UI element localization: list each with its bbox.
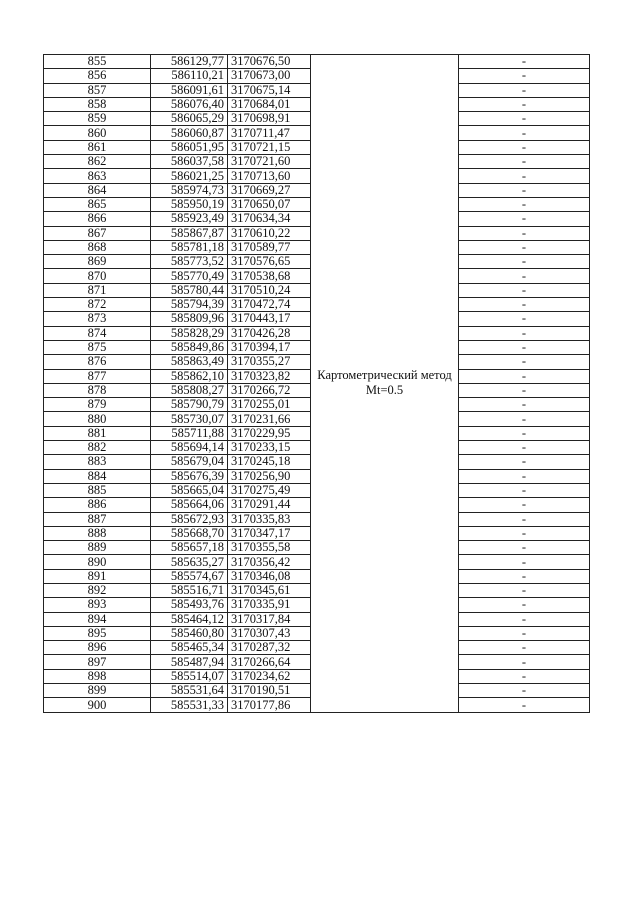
note-cell: -	[459, 255, 590, 269]
x-coordinate-cell: 585808,27	[151, 383, 228, 397]
y-coordinate-cell: 3170713,60	[228, 169, 311, 183]
point-number-cell: 878	[44, 383, 151, 397]
point-number-cell: 890	[44, 555, 151, 569]
x-coordinate-cell: 585794,39	[151, 298, 228, 312]
x-coordinate-cell: 585516,71	[151, 583, 228, 597]
x-coordinate-cell: 586129,77	[151, 55, 228, 69]
y-coordinate-cell: 3170355,58	[228, 541, 311, 555]
y-coordinate-cell: 3170266,72	[228, 383, 311, 397]
note-cell: -	[459, 283, 590, 297]
point-number-cell: 883	[44, 455, 151, 469]
x-coordinate-cell: 585679,04	[151, 455, 228, 469]
y-coordinate-cell: 3170610,22	[228, 226, 311, 240]
y-coordinate-cell: 3170676,50	[228, 55, 311, 69]
y-coordinate-cell: 3170234,62	[228, 669, 311, 683]
point-number-cell: 889	[44, 541, 151, 555]
point-number-cell: 871	[44, 283, 151, 297]
note-cell: -	[459, 698, 590, 712]
y-coordinate-cell: 3170721,15	[228, 140, 311, 154]
point-number-cell: 856	[44, 69, 151, 83]
x-coordinate-cell: 585460,80	[151, 626, 228, 640]
x-coordinate-cell: 585781,18	[151, 240, 228, 254]
note-cell: -	[459, 426, 590, 440]
x-coordinate-cell: 585668,70	[151, 526, 228, 540]
y-coordinate-cell: 3170307,43	[228, 626, 311, 640]
y-coordinate-cell: 3170347,17	[228, 526, 311, 540]
x-coordinate-cell: 585863,49	[151, 355, 228, 369]
note-cell: -	[459, 312, 590, 326]
y-coordinate-cell: 3170346,08	[228, 569, 311, 583]
point-number-cell: 899	[44, 684, 151, 698]
note-cell: -	[459, 340, 590, 354]
y-coordinate-cell: 3170684,01	[228, 97, 311, 111]
point-number-cell: 866	[44, 212, 151, 226]
y-coordinate-cell: 3170256,90	[228, 469, 311, 483]
note-cell: -	[459, 598, 590, 612]
y-coordinate-cell: 3170634,34	[228, 212, 311, 226]
y-coordinate-cell: 3170323,82	[228, 369, 311, 383]
point-number-cell: 896	[44, 641, 151, 655]
point-number-cell: 877	[44, 369, 151, 383]
note-cell: -	[459, 169, 590, 183]
note-cell: -	[459, 155, 590, 169]
x-coordinate-cell: 586060,87	[151, 126, 228, 140]
note-cell: -	[459, 69, 590, 83]
note-cell: -	[459, 226, 590, 240]
note-cell: -	[459, 669, 590, 683]
y-coordinate-cell: 3170335,83	[228, 512, 311, 526]
x-coordinate-cell: 586021,25	[151, 169, 228, 183]
x-coordinate-cell: 585664,06	[151, 498, 228, 512]
x-coordinate-cell: 586091,61	[151, 83, 228, 97]
x-coordinate-cell: 585694,14	[151, 441, 228, 455]
x-coordinate-cell: 586065,29	[151, 112, 228, 126]
x-coordinate-cell: 585657,18	[151, 541, 228, 555]
x-coordinate-cell: 586110,21	[151, 69, 228, 83]
note-cell: -	[459, 197, 590, 211]
method-cell: Картометрический метод Mt=0.5	[311, 55, 459, 713]
y-coordinate-cell: 3170576,65	[228, 255, 311, 269]
x-coordinate-cell: 585974,73	[151, 183, 228, 197]
point-number-cell: 888	[44, 526, 151, 540]
x-coordinate-cell: 585464,12	[151, 612, 228, 626]
y-coordinate-cell: 3170229,95	[228, 426, 311, 440]
note-cell: -	[459, 298, 590, 312]
x-coordinate-cell: 585635,27	[151, 555, 228, 569]
x-coordinate-cell: 585923,49	[151, 212, 228, 226]
note-cell: -	[459, 326, 590, 340]
point-number-cell: 900	[44, 698, 151, 712]
note-cell: -	[459, 140, 590, 154]
x-coordinate-cell: 585711,88	[151, 426, 228, 440]
point-number-cell: 869	[44, 255, 151, 269]
y-coordinate-cell: 3170177,86	[228, 698, 311, 712]
y-coordinate-cell: 3170317,84	[228, 612, 311, 626]
x-coordinate-cell: 585809,96	[151, 312, 228, 326]
y-coordinate-cell: 3170245,18	[228, 455, 311, 469]
point-number-cell: 858	[44, 97, 151, 111]
note-cell: -	[459, 541, 590, 555]
point-number-cell: 859	[44, 112, 151, 126]
note-cell: -	[459, 569, 590, 583]
x-coordinate-cell: 585676,39	[151, 469, 228, 483]
y-coordinate-cell: 3170231,66	[228, 412, 311, 426]
point-number-cell: 868	[44, 240, 151, 254]
point-number-cell: 879	[44, 398, 151, 412]
point-number-cell: 881	[44, 426, 151, 440]
point-number-cell: 882	[44, 441, 151, 455]
point-number-cell: 891	[44, 569, 151, 583]
note-cell: -	[459, 455, 590, 469]
table-row	[44, 55, 590, 69]
y-coordinate-cell: 3170287,32	[228, 641, 311, 655]
x-coordinate-cell: 585487,94	[151, 655, 228, 669]
x-coordinate-cell: 586037,58	[151, 155, 228, 169]
x-coordinate-cell: 585849,86	[151, 340, 228, 354]
y-coordinate-cell: 3170669,27	[228, 183, 311, 197]
point-number-cell: 863	[44, 169, 151, 183]
y-coordinate-cell: 3170472,74	[228, 298, 311, 312]
y-coordinate-cell: 3170190,51	[228, 684, 311, 698]
x-coordinate-cell: 586076,40	[151, 97, 228, 111]
point-number-cell: 855	[44, 55, 151, 69]
x-coordinate-cell: 585665,04	[151, 483, 228, 497]
note-cell: -	[459, 555, 590, 569]
point-number-cell: 897	[44, 655, 151, 669]
note-cell: -	[459, 583, 590, 597]
y-coordinate-cell: 3170266,64	[228, 655, 311, 669]
y-coordinate-cell: 3170589,77	[228, 240, 311, 254]
note-cell: -	[459, 97, 590, 111]
point-number-cell: 865	[44, 197, 151, 211]
point-number-cell: 884	[44, 469, 151, 483]
x-coordinate-cell: 585465,34	[151, 641, 228, 655]
note-cell: -	[459, 383, 590, 397]
note-cell: -	[459, 512, 590, 526]
note-cell: -	[459, 483, 590, 497]
note-cell: -	[459, 212, 590, 226]
x-coordinate-cell: 585773,52	[151, 255, 228, 269]
coordinates-table-body	[44, 55, 590, 713]
note-cell: -	[459, 526, 590, 540]
x-coordinate-cell: 585531,33	[151, 698, 228, 712]
y-coordinate-cell: 3170291,44	[228, 498, 311, 512]
point-number-cell: 893	[44, 598, 151, 612]
y-coordinate-cell: 3170510,24	[228, 283, 311, 297]
note-cell: -	[459, 369, 590, 383]
point-number-cell: 873	[44, 312, 151, 326]
point-number-cell: 860	[44, 126, 151, 140]
y-coordinate-cell: 3170675,14	[228, 83, 311, 97]
x-coordinate-cell: 585867,87	[151, 226, 228, 240]
note-cell: -	[459, 498, 590, 512]
y-coordinate-cell: 3170255,01	[228, 398, 311, 412]
note-cell: -	[459, 240, 590, 254]
x-coordinate-cell: 585790,79	[151, 398, 228, 412]
y-coordinate-cell: 3170443,17	[228, 312, 311, 326]
x-coordinate-cell: 585493,76	[151, 598, 228, 612]
note-cell: -	[459, 112, 590, 126]
y-coordinate-cell: 3170355,27	[228, 355, 311, 369]
x-coordinate-cell: 585862,10	[151, 369, 228, 383]
y-coordinate-cell: 3170426,28	[228, 326, 311, 340]
note-cell: -	[459, 183, 590, 197]
y-coordinate-cell: 3170711,47	[228, 126, 311, 140]
note-cell: -	[459, 55, 590, 69]
note-cell: -	[459, 612, 590, 626]
note-cell: -	[459, 641, 590, 655]
point-number-cell: 892	[44, 583, 151, 597]
coordinates-table	[43, 54, 590, 713]
point-number-cell: 867	[44, 226, 151, 240]
y-coordinate-cell: 3170275,49	[228, 483, 311, 497]
x-coordinate-cell: 585730,07	[151, 412, 228, 426]
note-cell: -	[459, 684, 590, 698]
x-coordinate-cell: 585950,19	[151, 197, 228, 211]
note-cell: -	[459, 655, 590, 669]
x-coordinate-cell: 585531,64	[151, 684, 228, 698]
note-cell: -	[459, 269, 590, 283]
point-number-cell: 898	[44, 669, 151, 683]
point-number-cell: 874	[44, 326, 151, 340]
point-number-cell: 895	[44, 626, 151, 640]
x-coordinate-cell: 585672,93	[151, 512, 228, 526]
note-cell: -	[459, 469, 590, 483]
y-coordinate-cell: 3170233,15	[228, 441, 311, 455]
note-cell: -	[459, 126, 590, 140]
note-cell: -	[459, 441, 590, 455]
point-number-cell: 887	[44, 512, 151, 526]
point-number-cell: 894	[44, 612, 151, 626]
y-coordinate-cell: 3170673,00	[228, 69, 311, 83]
point-number-cell: 880	[44, 412, 151, 426]
y-coordinate-cell: 3170538,68	[228, 269, 311, 283]
note-cell: -	[459, 398, 590, 412]
y-coordinate-cell: 3170394,17	[228, 340, 311, 354]
note-cell: -	[459, 355, 590, 369]
x-coordinate-cell: 585770,49	[151, 269, 228, 283]
point-number-cell: 861	[44, 140, 151, 154]
x-coordinate-cell: 585780,44	[151, 283, 228, 297]
y-coordinate-cell: 3170698,91	[228, 112, 311, 126]
point-number-cell: 886	[44, 498, 151, 512]
y-coordinate-cell: 3170721,60	[228, 155, 311, 169]
x-coordinate-cell: 585828,29	[151, 326, 228, 340]
point-number-cell: 885	[44, 483, 151, 497]
note-cell: -	[459, 83, 590, 97]
x-coordinate-cell: 585574,67	[151, 569, 228, 583]
note-cell: -	[459, 412, 590, 426]
note-cell: -	[459, 626, 590, 640]
point-number-cell: 875	[44, 340, 151, 354]
y-coordinate-cell: 3170650,07	[228, 197, 311, 211]
point-number-cell: 862	[44, 155, 151, 169]
point-number-cell: 864	[44, 183, 151, 197]
y-coordinate-cell: 3170345,61	[228, 583, 311, 597]
y-coordinate-cell: 3170335,91	[228, 598, 311, 612]
point-number-cell: 872	[44, 298, 151, 312]
point-number-cell: 870	[44, 269, 151, 283]
point-number-cell: 857	[44, 83, 151, 97]
x-coordinate-cell: 586051,95	[151, 140, 228, 154]
point-number-cell: 876	[44, 355, 151, 369]
y-coordinate-cell: 3170356,42	[228, 555, 311, 569]
x-coordinate-cell: 585514,07	[151, 669, 228, 683]
